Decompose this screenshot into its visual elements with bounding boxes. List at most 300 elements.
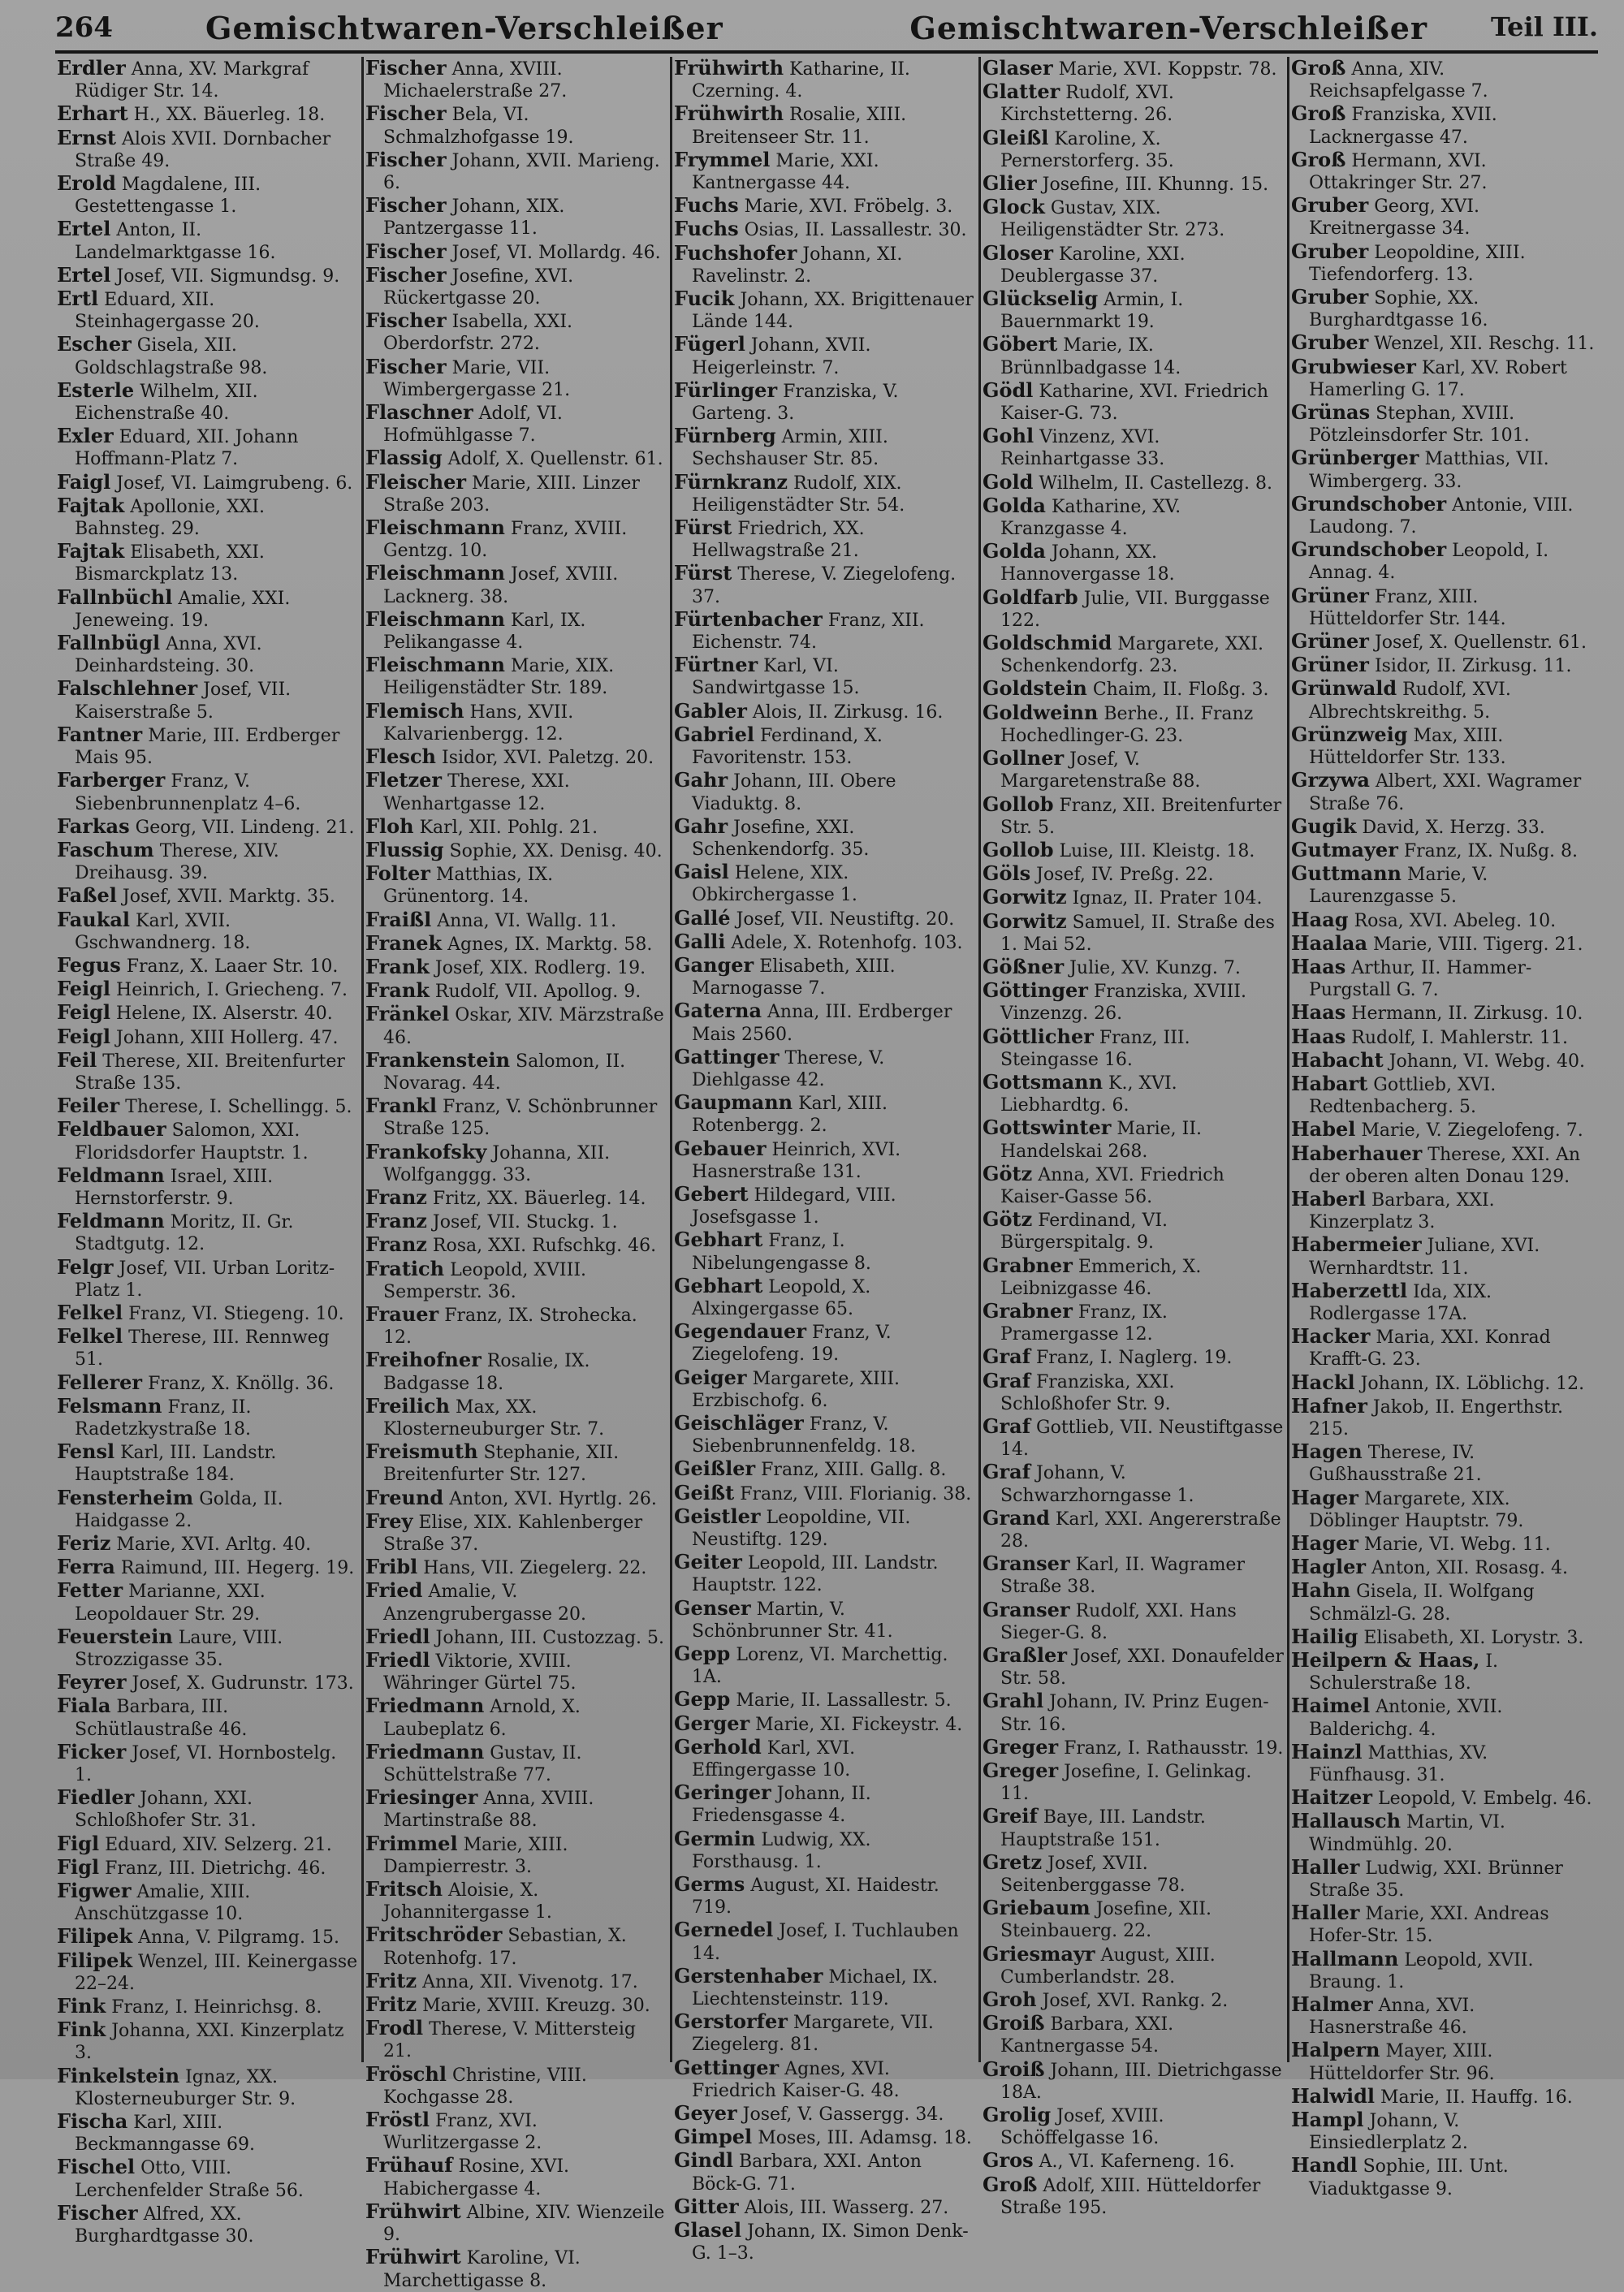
entry-details: Franz, XVIII. Gentzg. 10.: [383, 519, 628, 562]
entry-details: Anna, XVI. Friedrich Kaiser-Gasse 56.: [1000, 1164, 1224, 1207]
directory-entry: [674, 516, 975, 562]
entry-details: Aloisie, X. Johannitergasse 1.: [383, 1880, 552, 1923]
directory-entry: [983, 1208, 1284, 1254]
entry-details: Johann, V. Einsiedlerplatz 2.: [1309, 2111, 1468, 2154]
directory-entry: [365, 1487, 667, 1510]
directory-entry: [983, 632, 1284, 677]
directory-entry: [983, 2149, 1284, 2173]
directory-entry: [365, 769, 667, 814]
entry-name: Farkas: [57, 814, 130, 838]
entry-details: Antonie, XVII. Balderichg. 4.: [1309, 1697, 1503, 1740]
entry-details: Ferdinand, VI. Bürgerspitalg. 9.: [1000, 1211, 1168, 1254]
entry-details: Anna, III. Erdberger Mais 2560.: [692, 1002, 952, 1045]
directory-entry: [57, 1625, 358, 1671]
entry-name: Gleißl: [983, 125, 1049, 149]
entry-details: Josef, X. Quellenstr. 61.: [1374, 632, 1587, 654]
entry-name: Filipek: [57, 1948, 133, 1972]
entry-name: Gitter: [674, 2194, 739, 2218]
directory-entry: [674, 1482, 975, 1505]
directory-entry: [983, 1897, 1284, 1942]
entry-details: Josef, VII. Neustiftg. 20.: [736, 909, 955, 930]
entry-name: Feldmann: [57, 1209, 165, 1233]
entry-name: Frühwirt: [365, 2199, 461, 2223]
entry-details: Leopold, XVIII. Semperstr. 36.: [383, 1259, 586, 1302]
entry-name: Fürlinger: [674, 378, 778, 402]
entry-details: Karl, IX. Pelikangasse 4.: [383, 610, 586, 654]
entry-name: Gruber: [1291, 330, 1369, 355]
entry-details: Salomon, XXI. Floridsdorfer Hauptstr. 1.: [75, 1120, 309, 1163]
entry-name: Groß: [1291, 147, 1346, 171]
entry-details: Franz, XVI. Wurlitzergasse 2.: [383, 2111, 542, 2154]
entry-details: Leopold, I. Annag. 4.: [1309, 541, 1549, 584]
directory-entry: [1291, 862, 1595, 908]
entry-details: Josef, XXI. Donaufelder Str. 58.: [1000, 1647, 1284, 1690]
entry-details: Josef, VII. Stuckg. 1.: [432, 1212, 618, 1233]
entry-details: Mayer, XIII. Hütteldorfer Str. 96.: [1309, 2041, 1495, 2084]
directory-entry: [1291, 1741, 1595, 1786]
entry-details: Katharine, II. Czerning. 4.: [692, 59, 910, 102]
entry-details: Josef, VII. Urban Loritz-Platz 1.: [75, 1258, 335, 1301]
entry-details: Therese, V. Diehlgasse 42.: [692, 1047, 885, 1090]
directory-entry: [1291, 585, 1595, 630]
entry-name: Gößner: [983, 954, 1065, 978]
directory-entry: [57, 2065, 358, 2110]
entry-details: Josef, V. Gassergg. 34.: [742, 2104, 944, 2126]
entry-name: Fraißl: [365, 907, 432, 931]
directory-entry: [57, 1556, 358, 1579]
entry-name: Fajtak: [57, 539, 125, 563]
directory-entry: [1291, 1280, 1595, 1325]
entry-name: Felgr: [57, 1254, 114, 1279]
entry-name: Fratich: [365, 1256, 445, 1280]
directory-entry: [365, 1832, 667, 1878]
entry-name: Habart: [1291, 1071, 1368, 1095]
entry-name: Franek: [365, 930, 443, 955]
directory-entry: [983, 57, 1284, 80]
entry-details: Leopoldine, VII. Neustiftg. 129.: [692, 1507, 911, 1550]
directory-entry: [983, 333, 1284, 378]
entry-name: Fischer: [57, 2200, 138, 2225]
entry-details: Rosalie, IX. Badgasse 18.: [383, 1351, 590, 1394]
entry-name: Hager: [1291, 1531, 1358, 1555]
directory-entry: [57, 769, 358, 814]
entry-name: Groh: [983, 1988, 1037, 2012]
directory-entry: [674, 930, 975, 954]
directory-entry: [674, 723, 975, 769]
directory-entry: [1291, 102, 1595, 148]
entry-name: Haag: [1291, 907, 1349, 931]
entry-name: Griebaum: [983, 1896, 1091, 1920]
directory-entry: [674, 425, 975, 470]
directory-entry: [57, 839, 358, 884]
entry-details: Marie, XXI. Andreas Hofer-Str. 15.: [1309, 1904, 1549, 1947]
entry-details: Arnold, X. Laubeplatz 6.: [383, 1697, 581, 1740]
directory-entry: [365, 1786, 667, 1832]
entry-name: Fensterheim: [57, 1485, 194, 1509]
entry-details: Marianne, XXI. Leopoldauer Str. 29.: [75, 1582, 266, 1625]
directory-entry: [674, 102, 975, 148]
entry-details: Margarete, XIII. Erzbischofg. 6.: [692, 1368, 901, 1411]
entry-name: Friedl: [365, 1648, 430, 1673]
entry-name: Fürnkranz: [674, 469, 788, 494]
entry-name: Habermeier: [1291, 1232, 1422, 1257]
directory-entry: [57, 1325, 358, 1370]
entry-details: Therese, XIV. Dreihausg. 39.: [75, 840, 279, 884]
directory-entry: [674, 1873, 975, 1919]
directory-entry: [1291, 1856, 1595, 1901]
entry-name: Haberhauer: [1291, 1141, 1423, 1165]
directory-entry: [983, 242, 1284, 287]
entry-details: Margarete, XXI. Schenkendorfg. 23.: [1000, 634, 1264, 677]
directory-entry: [983, 1988, 1284, 2012]
entry-name: Gindl: [674, 2148, 733, 2173]
entry-name: Haller: [1291, 1854, 1360, 1879]
entry-details: Josef, VI. Mollardg. 46.: [451, 242, 661, 263]
entry-details: Max, XX. Klosterneuburger Str. 7.: [383, 1396, 605, 1440]
entry-name: Gollob: [983, 792, 1054, 816]
running-title-right: Gemischtwaren-Verschleißer: [909, 10, 1427, 46]
entry-name: Gerstorfer: [674, 2009, 788, 2034]
directory-entry: [365, 1878, 667, 1923]
entry-name: Grolig: [983, 2103, 1052, 2127]
entry-details: Johann, VI. Webg. 40.: [1389, 1051, 1585, 1072]
entry-name: Gabler: [674, 698, 747, 723]
entry-name: Feuerstein: [57, 1624, 173, 1648]
directory-entry: [365, 2246, 667, 2291]
entry-details: Anton, II. Landelmarktgasse 16.: [75, 220, 276, 263]
entry-name: Glock: [983, 195, 1045, 219]
entry-name: Erdler: [57, 56, 126, 80]
directory-entry: [365, 1579, 667, 1625]
directory-entry: [365, 194, 667, 240]
entry-name: Exler: [57, 424, 114, 448]
directory-entry: [983, 1805, 1284, 1850]
directory-entry: [1291, 1049, 1595, 1073]
entry-name: Frey: [365, 1509, 413, 1533]
entry-name: Göttinger: [983, 978, 1088, 1003]
directory-entry: [365, 1395, 667, 1440]
directory-entry: [57, 2018, 358, 2064]
entry-details: Rudolf, XIX. Heiligenstädter Str. 54.: [692, 473, 905, 516]
entry-details: Anton, XVI. Hyrtlg. 26.: [449, 1488, 657, 1509]
entry-name: Grünberger: [1291, 446, 1419, 470]
entry-name: Fuchshofer: [674, 240, 797, 265]
directory-entry: [983, 425, 1284, 470]
entry-details: Leopold, XVII. Braung. 1.: [1309, 1949, 1534, 1992]
entry-details: Ludwig, XXI. Brünner Straße 35.: [1309, 1858, 1563, 1901]
entry-details: Karl, XIII. Rotenbergg. 2.: [692, 1094, 888, 1137]
entry-name: Floh: [365, 814, 414, 838]
directory-entry: [674, 2102, 975, 2126]
entry-name: Fischer: [365, 309, 447, 333]
directory-entry: [57, 586, 358, 632]
directory-entry: [1291, 654, 1595, 677]
entry-name: Faigl: [57, 469, 111, 494]
directory-entry: [983, 1461, 1284, 1506]
entry-details: Martin, VI. Windmühlg. 20.: [1309, 1812, 1505, 1855]
entry-name: Grüner: [1291, 629, 1369, 654]
entry-name: Geringer: [674, 1781, 771, 1805]
entry-details: Sebastian, X. Rotenhofg. 17.: [383, 1926, 627, 1969]
entry-details: Amalie, XIII. Anschützgasse 10.: [75, 1882, 251, 1925]
directory-entry: [674, 2149, 975, 2195]
entry-name: Farberger: [57, 768, 166, 792]
entry-name: Fischa: [57, 2109, 128, 2134]
directory-entry: [674, 1505, 975, 1551]
entry-details: Johann, III. Obere Viaduktg. 8.: [692, 771, 896, 814]
directory-entry: [57, 379, 358, 425]
entry-name: Fuchs: [674, 193, 739, 218]
directory-entry: [365, 700, 667, 745]
entry-details: Anna, XVIII. Martinstraße 88.: [383, 1789, 594, 1832]
directory-entry: [674, 1275, 975, 1320]
entry-name: Freismuth: [365, 1440, 478, 1464]
entry-details: Josef, VII. Kaiserstraße 5.: [75, 680, 292, 723]
entry-name: Fischel: [57, 2155, 136, 2179]
directory-entry: [365, 1233, 667, 1257]
directory-entry: [365, 1970, 667, 1993]
entry-name: Erhart: [57, 101, 128, 126]
directory-entry: [1291, 1395, 1595, 1440]
directory-entry: [1291, 1233, 1595, 1279]
entry-name: Gloser: [983, 240, 1054, 265]
entry-name: Hampl: [1291, 2108, 1364, 2132]
directory-entry: [983, 1370, 1284, 1415]
directory-entry: [57, 287, 358, 333]
entry-details: Moses, III. Adamsg. 18.: [758, 2128, 972, 2149]
entry-name: Habel: [1291, 1117, 1356, 1142]
directory-entry: [365, 516, 667, 562]
entry-details: Anna, XII. Vivenotg. 17.: [422, 1971, 638, 1992]
entry-details: Albert, XXI. Wagramer Straße 76.: [1309, 771, 1582, 814]
directory-entry: [983, 2058, 1284, 2104]
entry-name: Golda: [983, 493, 1046, 517]
entry-details: Marie, XIX. Heiligenstädter Str. 189.: [383, 656, 615, 699]
directory-entry: [57, 2110, 358, 2156]
entry-name: Figwer: [57, 1879, 132, 1903]
entry-details: Johanna, XII. Wolfganggg. 33.: [383, 1142, 611, 1185]
entry-details: Christine, VIII. Kochgasse 28.: [383, 2065, 587, 2108]
entry-name: Greger: [983, 1734, 1059, 1759]
entry-name: Gruber: [1291, 193, 1369, 218]
entry-details: Alois, II. Zirkusg. 16.: [752, 701, 944, 723]
directory-entry: [674, 1457, 975, 1481]
entry-name: Hainzl: [1291, 1739, 1363, 1763]
entry-name: Gaupmann: [674, 1090, 793, 1115]
entry-details: Ida, XIX. Rodlergasse 17A.: [1309, 1281, 1492, 1324]
entry-name: Filipek: [57, 1924, 133, 1949]
entry-details: Magdalene, III. Gestettengasse 1.: [75, 175, 261, 218]
directory-entry: [57, 1395, 358, 1440]
entry-details: Josefine, XVI. Rückertgasse 20.: [383, 265, 574, 309]
entry-name: Haas: [1291, 1024, 1346, 1048]
entry-name: Flussig: [365, 837, 444, 861]
directory-entry: [674, 907, 975, 930]
directory-entry: [983, 1644, 1284, 1690]
directory-entry: [983, 494, 1284, 540]
directory-entry: [365, 562, 667, 607]
entry-details: Oskar, XIV. Märzstraße 46.: [383, 1005, 664, 1048]
entry-details: Hans, XVII. Kalvarienbergg. 12.: [383, 701, 574, 745]
entry-details: Agnes, IX. Marktg. 58.: [447, 934, 653, 955]
entry-name: Ertel: [57, 262, 111, 287]
entry-name: Gebauer: [674, 1136, 767, 1160]
directory-entry: [983, 1759, 1284, 1805]
entry-name: Gruber: [1291, 239, 1369, 263]
entry-details: Johann, III. Custozzag. 5.: [435, 1627, 665, 1648]
entry-name: Fleischmann: [365, 561, 505, 585]
entry-name: Geiger: [674, 1365, 747, 1389]
entry-name: Fleischmann: [365, 516, 505, 540]
entry-name: Fritsch: [365, 1877, 443, 1901]
directory-entry: [983, 540, 1284, 585]
entry-details: Anna, XV. Markgraf Rüdiger Str. 14.: [75, 59, 309, 102]
directory-entry: [1291, 909, 1595, 932]
entry-name: Feigl: [57, 1000, 111, 1025]
entry-details: Matthias, IX. Grünentorg. 14.: [383, 865, 554, 908]
entry-name: Graf: [983, 1368, 1031, 1392]
entry-name: Grabner: [983, 1253, 1073, 1277]
directory-entry: [674, 287, 975, 333]
entry-name: Gahr: [674, 768, 728, 792]
directory-entry: [365, 1694, 667, 1740]
directory-entry: [674, 654, 975, 699]
entry-details: K., XVI. Liebhardtg. 6.: [1000, 1073, 1177, 1116]
entry-details: Marie, XVI. Koppstr. 78.: [1058, 59, 1277, 80]
directory-entry: [365, 932, 667, 956]
directory-entry: [674, 1736, 975, 1781]
directory-entry: [365, 956, 667, 979]
entry-name: Fleischmann: [365, 606, 505, 631]
entry-details: Alois, III. Wasserg. 27.: [744, 2197, 949, 2218]
entry-name: Groiß: [983, 2057, 1045, 2081]
directory-entry: [983, 1345, 1284, 1369]
entry-details: Franz, XII. Eichenstr. 74.: [692, 610, 925, 654]
entry-details: Elisabeth, XIII. Marnogasse 7.: [692, 956, 896, 999]
entry-details: Anton, XII. Rosasg. 4.: [1371, 1558, 1568, 1579]
entry-details: Amalie, XXI. Jeneweing. 19.: [75, 588, 291, 631]
directory-entry: [365, 57, 667, 102]
entry-details: Armin, XIII. Sechshauser Str. 85.: [692, 427, 888, 470]
directory-entry: [1291, 769, 1595, 814]
entry-name: Gerger: [674, 1711, 750, 1735]
entry-name: Gepp: [674, 1687, 731, 1711]
directory-entry: [365, 1556, 667, 1579]
directory-entry: [983, 172, 1284, 196]
directory-entry: [1291, 1188, 1595, 1233]
entry-details: Moritz, II. Gr. Stadtgutg. 12.: [75, 1212, 294, 1255]
entry-name: Goldfarb: [983, 585, 1078, 609]
entry-details: Karoline, X. Pernerstorferg. 35.: [1000, 128, 1174, 171]
entry-name: Haller: [1291, 1901, 1360, 1925]
entry-name: Esterle: [57, 378, 135, 402]
directory-entry: [674, 1642, 975, 1688]
entry-details: Ignaz, II. Prater 104.: [1072, 888, 1263, 909]
entry-details: Israel, XIII. Hernstorferstr. 9.: [75, 1166, 274, 1209]
entry-details: Josef, XVIII. Lacknerg. 38.: [383, 564, 619, 607]
directory-entry: [365, 909, 667, 932]
directory-entry: [674, 954, 975, 999]
entry-name: Grzywa: [1291, 768, 1370, 792]
entry-name: Germin: [674, 1826, 756, 1850]
directory-entry: [983, 2104, 1284, 2149]
entry-details: Marie, VI. Webg. 11.: [1363, 1534, 1551, 1555]
directory-entry: [983, 1163, 1284, 1208]
directory-entry: [57, 264, 358, 287]
entry-name: Folter: [365, 861, 430, 886]
directory-entry: [1291, 194, 1595, 240]
entry-name: Fleischer: [365, 469, 467, 494]
entry-details: Therese, III. Rennweg 51.: [75, 1327, 330, 1370]
directory-entry: [1291, 1694, 1595, 1740]
entry-name: Halmer: [1291, 1992, 1373, 2017]
entry-details: Isabella, XXI. Oberdorfstr. 272.: [383, 312, 573, 355]
entry-details: Helene, XIX. Obkirchergasse 1.: [692, 863, 857, 906]
directory-entry: [57, 1880, 358, 1925]
entry-name: Fink: [57, 1994, 106, 2018]
entry-details: Franziska, XVIII. Vinzenzg. 26.: [1000, 982, 1246, 1025]
entry-details: Franz, VIII. Florianig. 38.: [740, 1483, 972, 1504]
directory-entry: [983, 1851, 1284, 1897]
directory-entry: [983, 1507, 1284, 1552]
directory-entry: [1291, 1579, 1595, 1625]
entry-details: Johann, V. Schwarzhorngasse 1.: [1000, 1463, 1194, 1506]
directory-entry: [57, 1671, 358, 1694]
entry-details: Johann, IX. Simon Denk-G. 1–3.: [692, 2221, 969, 2264]
directory-entry: [1291, 1993, 1595, 2039]
directory-entry: [983, 1254, 1284, 1300]
entry-details: Josef, XVII. Marktg. 35.: [122, 887, 335, 908]
directory-entry: [674, 1137, 975, 1183]
directory-entry: [57, 333, 358, 378]
directory-entry: [983, 471, 1284, 494]
entry-name: Gattinger: [674, 1044, 780, 1068]
entry-details: Rosine, XVI. Habichergasse 4.: [383, 2156, 570, 2199]
entry-name: Fröschl: [365, 2061, 447, 2086]
entry-details: Josef, VI. Laimgrubeng. 6.: [116, 473, 353, 494]
entry-name: Grubwieser: [1291, 354, 1416, 378]
entry-details: Ferdinand, X. Favoritenstr. 153.: [692, 725, 883, 769]
entry-name: Fetter: [57, 1578, 123, 1603]
entry-details: Isidor, XVI. Paletzg. 20.: [442, 748, 654, 769]
column-2: [364, 56, 672, 2291]
entry-details: Ignaz, XX. Klosterneuburger Str. 9.: [75, 2066, 296, 2109]
entry-name: Fritz: [365, 1992, 417, 2017]
entry-name: Haalaa: [1291, 930, 1367, 955]
directory-entry: [1291, 1001, 1595, 1025]
entry-details: Josef, XVIII. Schöffelgasse 16.: [1000, 2106, 1164, 2149]
entry-details: Marie, V. Ziegelofeng. 7.: [1361, 1120, 1583, 1142]
entry-details: Josef, I. Tuchlauben 14.: [692, 1921, 959, 1964]
entry-details: Rudolf, I. Mahlerstr. 11.: [1351, 1027, 1569, 1048]
entry-details: David, X. Herzg. 33.: [1362, 817, 1545, 838]
entry-details: Johann, XIII Hollerg. 47.: [116, 1027, 339, 1048]
directory-entry: [57, 1049, 358, 1094]
entry-name: Gerhold: [674, 1734, 762, 1759]
directory-entry: [57, 218, 358, 263]
directory-entry: [674, 2126, 975, 2149]
directory-entry: [674, 1688, 975, 1711]
entry-details: Karl, XIII. Beckmanngasse 69.: [75, 2113, 255, 2156]
entry-details: Vinzenz, XVI. Reinhartgasse 33.: [1000, 427, 1165, 470]
directory-entry: [1291, 839, 1595, 862]
directory-entry: [674, 1412, 975, 1457]
entry-details: Franz, III. Steingasse 16.: [1000, 1027, 1190, 1070]
directory-entry: [365, 240, 667, 264]
entry-name: Groß: [1291, 56, 1346, 80]
entry-name: Geißler: [674, 1457, 756, 1481]
directory-entry: [1291, 2039, 1595, 2084]
